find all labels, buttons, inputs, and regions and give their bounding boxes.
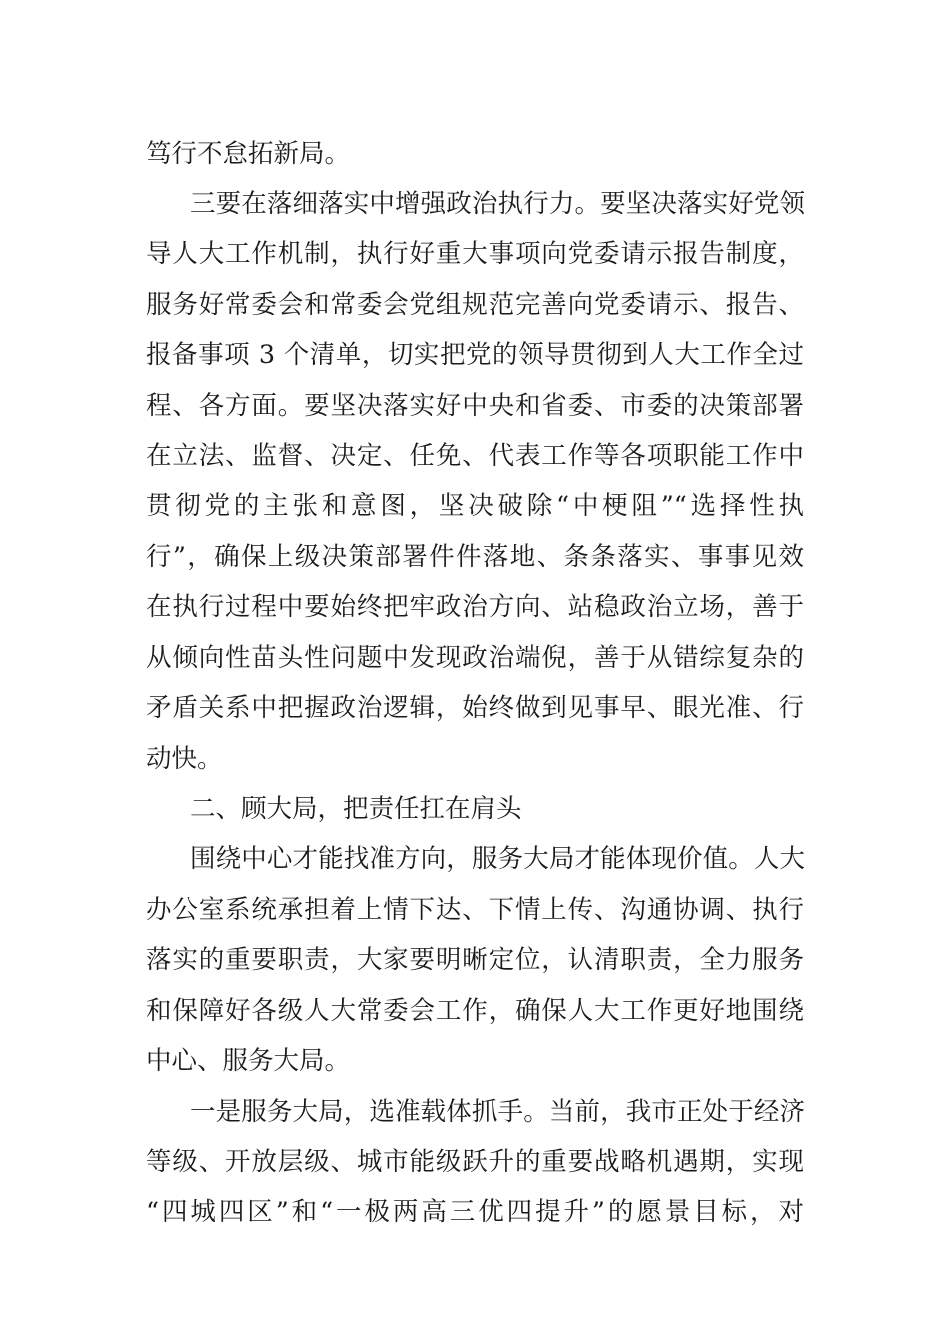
text-line: 落实的重要职责，大家要明晰定位，认清职责，全力服务: [146, 945, 804, 975]
text-line: 办公室系统承担着上情下达、下情上传、沟通协调、执行: [146, 895, 804, 925]
text-line: 三要在落细落实中增强政治执行力。要坚决落实好党领: [190, 189, 805, 219]
text-line: 报备事项 3 个清单，切实把党的领导贯彻到人大工作全过: [146, 340, 804, 370]
text-line: 动快。: [146, 744, 223, 774]
text-line: 一是服务大局，选准载体抓手。当前，我市正处于经济: [190, 1097, 805, 1127]
text-line: 中心、服务大局。: [146, 1046, 351, 1076]
text-line: 在立法、监督、决定、任免、代表工作等各项职能工作中: [146, 441, 804, 471]
text-line: 服务好常委会和常委会党组规范完善向党委请示、报告、: [146, 290, 804, 320]
text-line: 矛盾关系中把握政治逻辑，始终做到见事早、眼光准、行: [146, 693, 804, 723]
text-line: 贯彻党的主张和意图，坚决破除“中梗阻”“选择性执: [146, 491, 804, 521]
text-line: 在执行过程中要始终把牢政治方向、站稳政治立场，善于: [146, 592, 804, 622]
text-line: 从倾向性苗头性问题中发现政治端倪，善于从错综复杂的: [146, 643, 804, 673]
text-line: 和保障好各级人大常委会工作，确保人大工作更好地围绕: [146, 996, 804, 1026]
text-line: 等级、开放层级、城市能级跃升的重要战略机遇期，实现: [146, 1147, 804, 1177]
section-heading: 二、顾大局，把责任扛在肩头: [190, 794, 522, 824]
text-line: 行”，确保上级决策部署件件落地、条条落实、事事见效: [146, 542, 804, 572]
text-line: 笃行不怠拓新局。: [146, 139, 351, 169]
text-line: “四城四区”和“一极两高三优四提升”的愿景目标，对: [146, 1197, 804, 1227]
text-line: 围绕中心才能找准方向，服务大局才能体现价值。人大: [190, 844, 805, 874]
text-line: 程、各方面。要坚决落实好中央和省委、市委的决策部署: [146, 391, 804, 421]
text-line: 导人大工作机制，执行好重大事项向党委请示报告制度，: [146, 239, 804, 269]
